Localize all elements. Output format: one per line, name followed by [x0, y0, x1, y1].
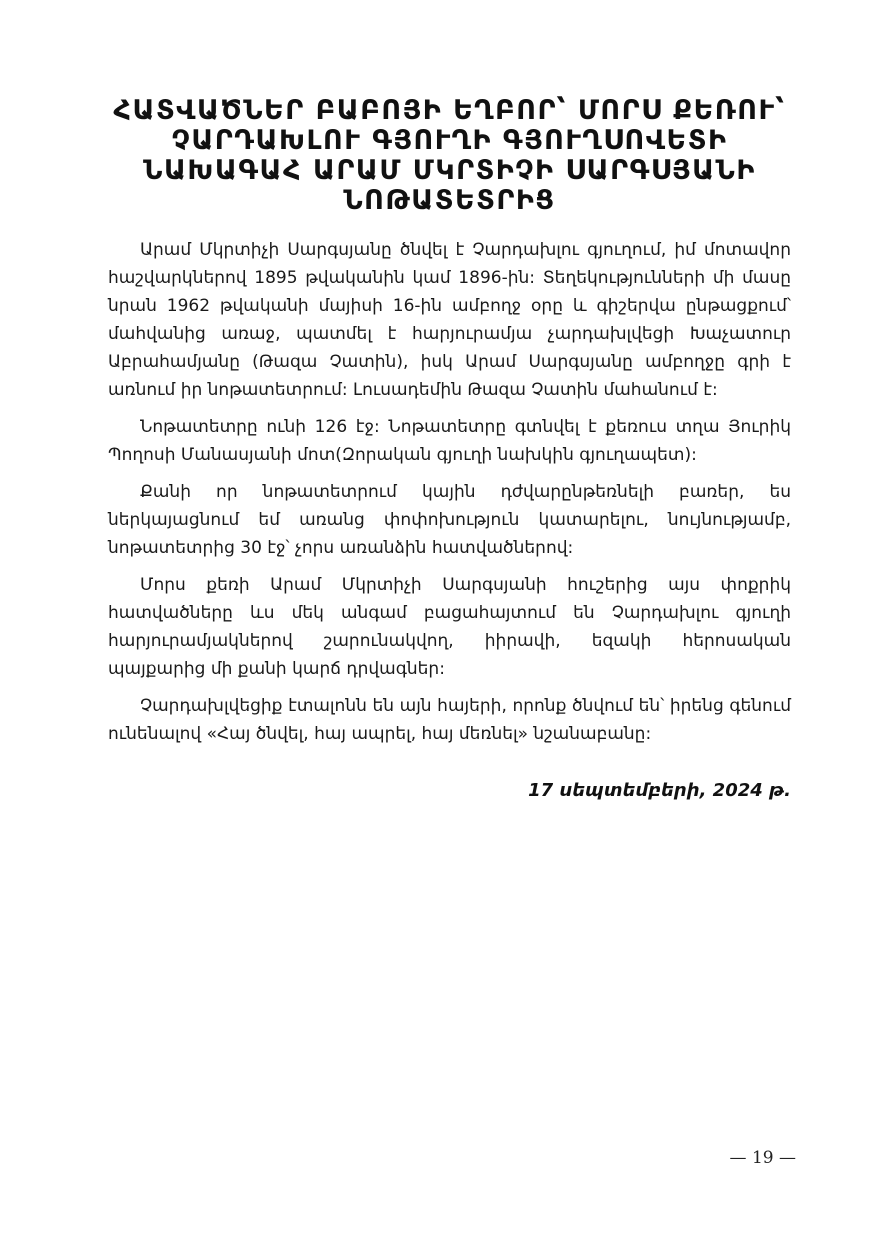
- page-number: — 19 —: [729, 1148, 796, 1168]
- title-line: ՉԱՐԴԱԽԼՈՒ ԳՅՈՒՂԻ ԳՅՈՒՂՍՈՎԵՏԻ: [171, 125, 728, 156]
- paragraph: Նոթատետրը ունի 126 էջ: Նոթատետրը գտնվել է քեռուս տղա Յուրիկ Պողոսի Մանասյանի մոտ(Զորական գյուղի նախկին գյուղապետ):: [108, 417, 791, 465]
- title-line: ՆԱԽԱԳԱՀ ԱՐԱՄ ՄԿՐՏԻՉԻ ՍԱՐԳՍՅԱՆԻ: [143, 155, 756, 186]
- document-title: [108, 96, 791, 216]
- document-date: 17 սեպտեմբերի, 2024 թ.: [528, 780, 791, 801]
- document-page: [108, 96, 791, 801]
- title-line: ՆՈԹԱՏԵՏՐԻՑ: [343, 185, 556, 216]
- paragraph: Չարդախլվեցիք էտալոնն են այն հայերի, որոնք ծնվում են՝ իրենց գենում ունենալով «Հայ ծնվել, հայ ապրել, հայ մեռնել» նշանաբանը:: [108, 696, 791, 744]
- title-line: ՀԱՏՎԱԾՆԵՐ ԲԱԲՈՅԻ ԵՂԲՈՐ՝ ՄՈՐՍ ՔԵՌՈՒ՝: [113, 95, 786, 126]
- paragraph: Մորս քեռի Արամ Մկրտիչի Սարգսյանի հուշերից այս փոքրիկ հատվածները ևս մեկ անգամ բացահայտում են Չարդախլու գյուղի հարյուրամյակներով շարունակվող, իիրավի, եզակի հերոսական պայքարից մի քանի կարճ դրվագներ:: [108, 575, 791, 679]
- paragraph: Քանի որ նոթատետրում կային դժվարընթեռնելի բառեր, ես ներկայացնում եմ առանց փոփոխություն կատարելու, նույնությամբ, նոթատետրից 30 էջ՝ չորս առանձին հատվածներով:: [108, 482, 791, 558]
- document-body: [108, 236, 791, 748]
- paragraph: Արամ Մկրտիչի Սարգսյանը ծնվել է Չարդախլու գյուղում, իմ մոտավոր հաշվարկներով 1895 թվականին կամ 1896-ին: Տեղեկությունների մի մասը նրան 1962 թվականի մայիսի 16-ին ամբողջ օրը և գիշերվա ընթացքում՝ մահվանից առաջ, պատմել է հարյուրամյա չարդախլվեցի Խաչատուր Աբրահամյանը (Թազա Չատին), իսկ Արամ Սարգսյանը ամբողջը գրի է առնում իր նոթատետրում: Լուսադեմին Թազա Չատին մահանում է:: [108, 240, 791, 400]
